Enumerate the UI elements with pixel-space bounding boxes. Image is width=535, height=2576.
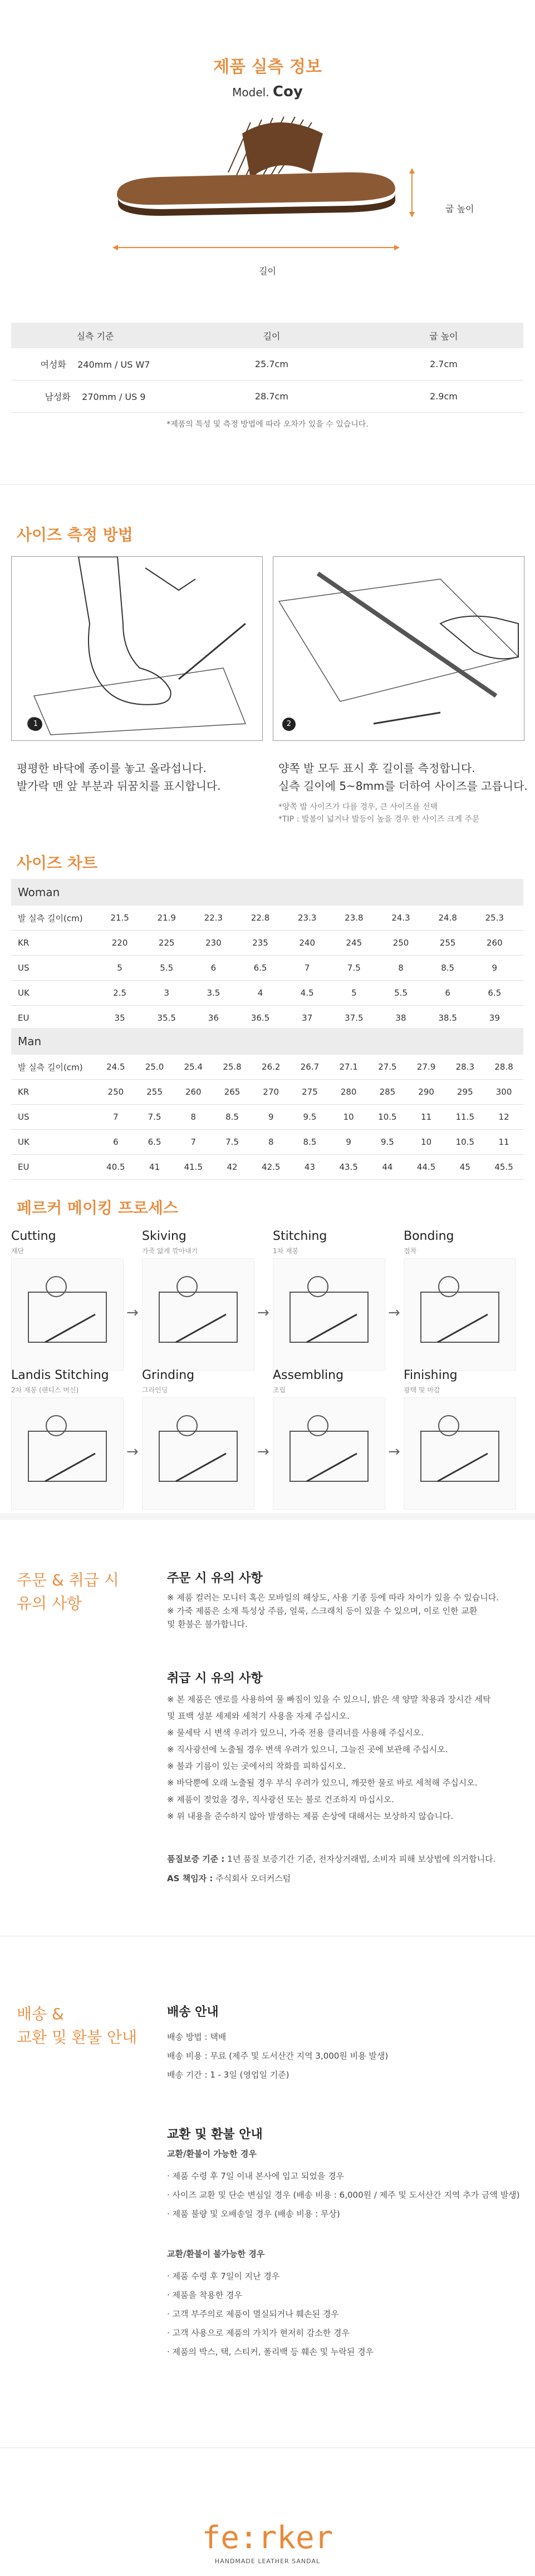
step1-line: 발가락 맨 앞 부분과 뒤꿈치를 표시합니다.	[17, 779, 221, 793]
table-row	[11, 1055, 523, 1080]
table-row	[11, 348, 523, 380]
impossible-item: · 제품을 착용한 경우	[167, 2290, 242, 2300]
size-cell: 10.5	[445, 1130, 484, 1155]
size-cell: 45	[445, 1155, 484, 1180]
process-step-name: Stitching	[273, 1229, 327, 1243]
process-step-image	[11, 1397, 124, 1510]
process-arrow-icon: →	[388, 1443, 400, 1460]
process-arrow-icon: →	[257, 1304, 269, 1321]
size-cell: 295	[445, 1080, 484, 1105]
step-badge-1: 1	[29, 718, 42, 731]
man-size-table	[11, 1055, 523, 1180]
size-cell: 230	[190, 931, 237, 956]
size-cell: 10	[407, 1130, 446, 1155]
measure-header: 길이	[179, 323, 364, 348]
table-row	[11, 1080, 523, 1105]
size-value: 270mm / US 9	[82, 392, 146, 402]
size-cell: 2.5	[96, 981, 143, 1006]
size-cell: 26.7	[291, 1055, 330, 1080]
size-cell: 8.5	[424, 956, 471, 981]
delivery-side-title	[17, 2003, 137, 2049]
measure-table-header	[11, 323, 523, 348]
size-cell: 21.9	[143, 906, 190, 931]
size-cell: 41	[135, 1155, 174, 1180]
size-cell: 37.5	[331, 1006, 377, 1031]
process-step-name: Skiving	[142, 1229, 186, 1243]
size-cell: 5	[331, 981, 377, 1006]
process-step-sub: 재단	[11, 1247, 24, 1255]
size-cell: 41.5	[174, 1155, 213, 1180]
size-cell: 25.8	[213, 1055, 252, 1080]
order-title: 주문 시 유의 사항	[167, 1571, 263, 1585]
size-cell: 7.5	[135, 1105, 174, 1130]
size-cell: 25.0	[135, 1055, 174, 1080]
side-title-line: 배송 &	[17, 2005, 64, 2023]
size-cell: 10	[329, 1105, 368, 1130]
size-cell: 27.9	[407, 1055, 446, 1080]
size-cell: 4	[237, 981, 283, 1006]
size-cell: 35	[96, 1006, 143, 1031]
size-row-label: 발 실측 길이(cm)	[11, 906, 96, 931]
handling-item: ※ 제품이 젖었을 경우, 직사광선 또는 불로 건조하지 마십시오.	[167, 1794, 395, 1804]
size-cell: 8	[377, 956, 424, 981]
handling-item: ※ 물세탁 시 변색 우려가 있으니, 가죽 전용 클리너를 사용해 주십시오.	[167, 1728, 424, 1738]
size-cell: 22.8	[237, 906, 283, 931]
size-cell: 300	[484, 1080, 523, 1105]
measure-size-cell	[11, 348, 179, 380]
model-line	[0, 83, 535, 100]
process-step-sub: 광택 및 마감	[404, 1386, 440, 1394]
size-row-label: UK	[11, 981, 96, 1006]
size-cell: 3	[143, 981, 190, 1006]
size-cell: 5.5	[377, 981, 424, 1006]
size-cell: 38	[377, 1006, 424, 1031]
size-cell	[521, 1006, 523, 1031]
size-cell: 38.5	[424, 1006, 471, 1031]
delivery-line: 배송 기간 : 1 - 3일 (영업일 기준)	[167, 2070, 289, 2080]
impossible-item: · 고객 사용으로 제품의 가치가 현저히 감소한 경우	[167, 2328, 350, 2338]
delivery-line: 배송 비용 : 무료 (제주 및 도서산간 지역 3,000원 비용 발생)	[167, 2051, 389, 2061]
warranty-line	[167, 1852, 523, 1866]
size-cell: 27.5	[368, 1055, 407, 1080]
size-cell: 24.3	[377, 906, 424, 931]
process-step-sub: 1차 재봉	[273, 1247, 299, 1255]
process-step-sub: 접착	[404, 1247, 417, 1255]
step1-caption	[17, 759, 221, 795]
process-step-name: Grinding	[142, 1368, 195, 1382]
measure-note: *제품의 특성 및 측정 방법에 따라 오차가 있을 수 있습니다.	[166, 420, 369, 429]
size-cell: 6.5	[135, 1130, 174, 1155]
possible-item: · 제품 수령 후 7일 이내 본사에 입고 되었을 경우	[167, 2171, 345, 2181]
impossible-item: · 제품 수령 후 7일이 지난 경우	[167, 2271, 280, 2281]
size-cell	[521, 931, 523, 956]
size-cell: 7	[174, 1130, 213, 1155]
size-cell: 6.5	[471, 981, 518, 1006]
table-row	[11, 956, 523, 981]
step1-line: 평평한 바닥에 종이를 놓고 올라섭니다.	[17, 762, 207, 775]
process-step-image	[273, 1258, 385, 1371]
size-cell: 43.5	[329, 1155, 368, 1180]
height-cell: 2.7cm	[364, 348, 523, 380]
delivery-title: 배송 안내	[167, 2005, 219, 2019]
process-step-sub: 조립	[273, 1386, 286, 1394]
size-cell: 9.5	[291, 1105, 330, 1130]
size-cell: 5.5	[143, 956, 190, 981]
size-cell: 240	[284, 931, 331, 956]
handling-item: 및 표백 성분 세제와 세척기 사용을 자제 주십시오.	[167, 1711, 350, 1721]
size-cell: 8	[252, 1130, 291, 1155]
measure-header: 실측 기준	[11, 323, 179, 348]
height-cell: 2.9cm	[364, 380, 523, 413]
size-cell: 7.5	[331, 956, 377, 981]
size-cell: 35.5	[143, 1006, 190, 1031]
size-cell: 6	[190, 956, 237, 981]
caution-side-title	[17, 1569, 119, 1615]
size-cell: 12	[484, 1105, 523, 1130]
size-cell: 25.4	[174, 1055, 213, 1080]
side-title-line: 교환 및 환불 안내	[17, 2028, 138, 2046]
size-cell: 6.5	[237, 956, 283, 981]
size-cell: 290	[407, 1080, 446, 1105]
process-step-image	[142, 1258, 254, 1371]
impossible-item: · 고객 부주의로 제품이 멸실되거나 훼손된 경우	[167, 2309, 339, 2319]
size-cell: 44	[368, 1155, 407, 1180]
man-header: Man	[11, 1028, 523, 1055]
size-cell: 9	[471, 956, 518, 981]
size-cell: 3.5	[190, 981, 237, 1006]
process-step-sub: 가죽 얇게 깎아내기	[142, 1247, 198, 1255]
step2-caption	[278, 759, 528, 795]
process-step-sub: 그라인딩	[142, 1386, 168, 1394]
size-cell: 43	[291, 1155, 330, 1180]
size-cell: 245	[331, 931, 377, 956]
size-cell: 285	[368, 1080, 407, 1105]
size-cell: 7	[284, 956, 331, 981]
impossible-title: 교환/환불이 불가능한 경우	[167, 2249, 265, 2259]
process-arrow-icon: →	[388, 1304, 400, 1321]
band	[0, 1513, 535, 1520]
size-cell: 24.5	[96, 1055, 135, 1080]
exchange-title: 교환 및 환불 안내	[167, 2128, 263, 2142]
size-cell: 22.3	[190, 906, 237, 931]
handling-item: ※ 본 제품은 앤로를 사용하여 물 빠짐이 있을 수 있으니, 밝은 색 양말 착용과 장시간 세탁	[167, 1694, 491, 1704]
step2-note: *양쪽 발 사이즈가 다를 경우, 큰 사이즈를 선택	[278, 803, 438, 812]
size-cell	[521, 956, 523, 981]
size-cell: 225	[143, 931, 190, 956]
size-cell: 40.5	[96, 1155, 135, 1180]
order-item: ※ 제품 컬러는 모니터 혹은 모바일의 해상도, 사용 기종 등에 따라 차이가 있을 수 있습니다.	[167, 1593, 499, 1603]
size-cell: 265	[213, 1080, 252, 1105]
handling-item: ※ 바닥뿐에 오래 노출될 경우 부식 우려가 있으니, 깨끗한 물로 바로 세척해 주십시오.	[167, 1778, 478, 1788]
as-text: 주식회사 오더커스텀	[215, 1873, 291, 1883]
table-row	[11, 1105, 523, 1130]
possible-title: 교환/환불이 가능한 경우	[167, 2149, 257, 2159]
size-cell: 250	[377, 931, 424, 956]
process-step-image	[404, 1258, 516, 1371]
process-step-image	[273, 1397, 385, 1510]
size-cell: 23.3	[284, 906, 331, 931]
size-cell: 11	[484, 1130, 523, 1155]
process-step-image	[11, 1258, 124, 1371]
process-step-name: Assembling	[273, 1368, 344, 1382]
process-step-name: Bonding	[404, 1229, 454, 1243]
step2-notes	[278, 801, 479, 825]
size-cell: 36	[190, 1006, 237, 1031]
size-cell: 270	[252, 1080, 291, 1105]
size-cell: 255	[424, 931, 471, 956]
as-label: AS 책임자 :	[167, 1873, 213, 1883]
order-item: ※ 가죽 제품은 소재 특성상 주름, 얼룩, 스크래치 등이 있을 수 있으며, 이로 인한 교환	[167, 1606, 478, 1616]
size-cell: 255	[135, 1080, 174, 1105]
size-cell: 26.2	[252, 1055, 291, 1080]
page-title: 제품 실측 정보	[213, 57, 322, 77]
length-label: 길이	[259, 266, 276, 276]
size-cell: 275	[291, 1080, 330, 1105]
handling-item: ※ 위 내용을 준수하지 않아 발생하는 제품 손상에 대해서는 보상하지 않습니다.	[167, 1811, 454, 1821]
process-title: 페르커 메이킹 프로세스	[17, 1199, 178, 1217]
size-cell: 260	[174, 1080, 213, 1105]
product-image	[84, 111, 451, 278]
table-row	[11, 981, 523, 1006]
size-row-label: KR	[11, 1080, 96, 1105]
process-arrow-icon: →	[126, 1443, 139, 1460]
size-cell: 6	[96, 1130, 135, 1155]
step2-note: *TIP : 발볼이 넓거나 발등이 높을 경우 한 사이즈 크게 주문	[278, 815, 480, 824]
process-step-name: Cutting	[11, 1229, 56, 1243]
size-cell: 8.5	[213, 1105, 252, 1130]
impossible-items	[167, 2267, 523, 2361]
size-cell	[521, 981, 523, 1006]
size-cell	[521, 906, 523, 931]
height-label: 굽 높이	[445, 204, 474, 214]
possible-items	[167, 2167, 523, 2223]
size-cell: 23.8	[331, 906, 377, 931]
size-row-label: EU	[11, 1006, 96, 1031]
size-cell: 220	[96, 931, 143, 956]
order-items	[167, 1591, 523, 1631]
size-row-label: US	[11, 1105, 96, 1130]
size-cell: 7.5	[213, 1130, 252, 1155]
woman-size-table	[11, 906, 523, 1031]
step-badge-2: 2	[282, 718, 296, 731]
process-step-name: Landis Stitching	[11, 1368, 109, 1382]
side-title-line: 주문 & 취급 시	[17, 1571, 119, 1589]
measure-photo-1	[11, 556, 263, 741]
handling-items	[167, 1691, 523, 1825]
order-item: 및 환불은 불가합니다.	[167, 1619, 248, 1629]
measure-table	[11, 323, 523, 413]
size-cell: 37	[284, 1006, 331, 1031]
size-cell: 8.5	[291, 1130, 330, 1155]
size-cell: 11.5	[445, 1105, 484, 1130]
size-row-label: UK	[11, 1130, 96, 1155]
size-cell: 7	[96, 1105, 135, 1130]
brand-tagline: HANDMADE LEATHER SANDAL	[214, 2558, 321, 2565]
process-step-image	[404, 1397, 516, 1510]
size-cell: 9.5	[368, 1130, 407, 1155]
size-cell: 11	[407, 1105, 446, 1130]
size-value: 240mm / US W7	[77, 359, 150, 370]
size-cell: 39	[471, 1006, 518, 1031]
size-cell: 260	[471, 931, 518, 956]
impossible-item: · 제품의 박스, 택, 스티커, 폴리백 등 훼손 및 누락된 경우	[167, 2347, 374, 2357]
possible-item: · 제품 불량 및 오배송일 경우 (배송 비용 : 무상)	[167, 2209, 340, 2219]
step2-line: 양쪽 발 모두 표시 후 길이를 측정합니다.	[278, 762, 475, 775]
process-step-sub: 2차 재봉 (랜디스 머신)	[11, 1386, 79, 1394]
size-cell: 44.5	[407, 1155, 446, 1180]
delivery-lines	[167, 2028, 523, 2084]
size-cell: 9	[252, 1105, 291, 1130]
size-cell: 36.5	[237, 1006, 283, 1031]
size-cell: 25.3	[471, 906, 518, 931]
size-cell: 235	[237, 931, 283, 956]
handling-item: ※ 직사광선에 노출될 경우 변색 우려가 있으니, 그늘진 곳에 보관해 주십시오.	[167, 1744, 448, 1754]
size-row-label: US	[11, 956, 96, 981]
size-cell: 42	[213, 1155, 252, 1180]
table-row	[11, 380, 523, 413]
delivery-line: 배송 방법 : 택배	[167, 2032, 227, 2042]
size-row-label: KR	[11, 931, 96, 956]
size-row-label: EU	[11, 1155, 96, 1180]
process-arrow-icon: →	[257, 1443, 269, 1460]
woman-header: Woman	[11, 879, 523, 906]
possible-item: · 사이즈 교환 및 단순 변심일 경우 (배송 비용 : 6,000원 / 제주 및 도서산간 지역 추가 금액 발생)	[167, 2190, 520, 2200]
step2-line: 실측 길이에 5~8mm를 더하여 사이즈를 고릅니다.	[278, 779, 528, 793]
size-cell: 45.5	[484, 1155, 523, 1180]
measure-header: 굽 높이	[364, 323, 523, 348]
length-cell: 28.7cm	[179, 380, 364, 413]
size-cell: 280	[329, 1080, 368, 1105]
brand-logo: fe:rker	[202, 2520, 333, 2556]
process-step-image	[142, 1397, 254, 1510]
size-cell: 4.5	[284, 981, 331, 1006]
handling-item: ※ 불과 기름이 있는 곳에서의 착화를 피하십시오.	[167, 1761, 346, 1771]
model-label: Model.	[232, 86, 269, 99]
size-row-label: 발 실측 길이(cm)	[11, 1055, 96, 1080]
size-cell: 28.3	[445, 1055, 484, 1080]
table-row	[11, 1006, 523, 1031]
process-step-name: Finishing	[404, 1368, 458, 1382]
measure-size-cell	[11, 380, 179, 413]
size-cell: 24.8	[424, 906, 471, 931]
size-cell: 27.1	[329, 1055, 368, 1080]
size-chart-title: 사이즈 차트	[17, 854, 97, 872]
table-row	[11, 906, 523, 931]
size-cell: 5	[96, 956, 143, 981]
size-cell: 42.5	[252, 1155, 291, 1180]
table-row	[11, 1155, 523, 1180]
size-cell: 6	[424, 981, 471, 1006]
table-row	[11, 931, 523, 956]
gender-label: 여성화	[40, 359, 66, 370]
side-title-line: 유의 사항	[17, 1594, 82, 1613]
gender-label: 남성화	[45, 392, 71, 402]
warranty-text: 1년 품질 보증기간 기준, 전자상거래법, 소비자 피해 보상법에 의거합니다.	[227, 1854, 496, 1864]
as-line	[167, 1872, 523, 1885]
model-name: Coy	[272, 83, 303, 100]
size-cell: 28.8	[484, 1055, 523, 1080]
handling-title: 취급 시 유의 사항	[167, 1672, 263, 1685]
size-cell: 9	[329, 1130, 368, 1155]
length-cell: 25.7cm	[179, 348, 364, 380]
process-arrow-icon: →	[126, 1304, 139, 1321]
how-to-title: 사이즈 측정 방법	[17, 526, 133, 544]
size-cell: 10.5	[368, 1105, 407, 1130]
warranty-label: 품질보증 기준 :	[167, 1854, 225, 1864]
table-row	[11, 1130, 523, 1155]
size-cell: 21.5	[96, 906, 143, 931]
size-cell: 250	[96, 1080, 135, 1105]
size-cell: 8	[174, 1105, 213, 1130]
measure-photo-2	[273, 556, 524, 741]
